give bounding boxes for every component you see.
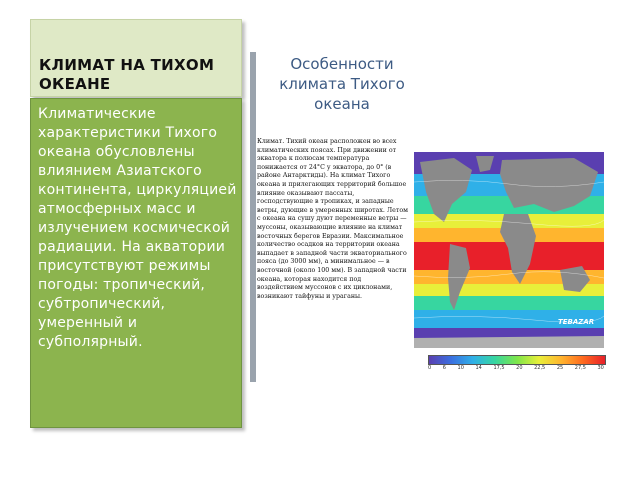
legend-label: 27,5	[574, 365, 586, 371]
legend-label: 0	[428, 365, 432, 371]
infographic-title-line-1: Особенности	[290, 55, 394, 73]
infographic-paragraph: Климат. Тихий океан расположен во всех климатических поясах. При движении от экватора к полюсам температура понижается от 24°С у экватора, до 0° (в районе Антарктиды). На климат Тихого океана и прилегающих территорий большое влияние оказывают пассаты, господствующие в тропиках, и западные ветры, дующие в умеренных широтах. Летом с океана на сушу дуют переменные ветры — муссоны, оказывающие влияние на климат восточных берегов Евразии. Максимальное количество осадков на территории океана выпадает в западной части экваториального пояса (до 3000 мм), а минимальное — в восточной (около 100 мм). В западной части океана, которая находится под воздействием муссонов с их циклонами, возникают тайфуны и ураганы.	[257, 138, 409, 300]
infographic-title-line-3: океана	[314, 95, 370, 113]
legend-labels	[428, 365, 604, 371]
infographic-title-line-2: климата Тихого	[279, 75, 405, 93]
temperature-legend	[428, 355, 604, 377]
slide-title: КЛИМАТ НА ТИХОМ ОКЕАНЕ	[39, 56, 215, 93]
map-band-cool-south	[414, 296, 604, 310]
legend-label: 17,5	[493, 365, 505, 371]
title-box	[30, 19, 242, 97]
legend-label: 6	[442, 365, 446, 371]
climate-infographic	[250, 52, 606, 382]
map-land-antarctica	[414, 336, 604, 348]
legend-label: 22,5	[534, 365, 546, 371]
infographic-title	[262, 54, 422, 114]
temperature-color-scale	[428, 355, 606, 365]
legend-label: 20	[516, 365, 523, 371]
image-left-stripe	[250, 52, 256, 382]
legend-label: 30	[597, 365, 604, 371]
slide-body-text: Климатические характеристики Тихого океана обусловлены влиянием Азиатского континента, циркуляцией атмосферных масс и излучением космической радиации. На акватории присутствуют режимы погоды: тропический, субтропический, умеренный и субполярный.	[38, 106, 237, 350]
legend-label: 10	[457, 365, 464, 371]
legend-label: 25	[556, 365, 564, 371]
map-watermark: TEBAZAR	[558, 318, 595, 326]
legend-label: 14	[475, 365, 482, 371]
body-box	[30, 98, 242, 428]
